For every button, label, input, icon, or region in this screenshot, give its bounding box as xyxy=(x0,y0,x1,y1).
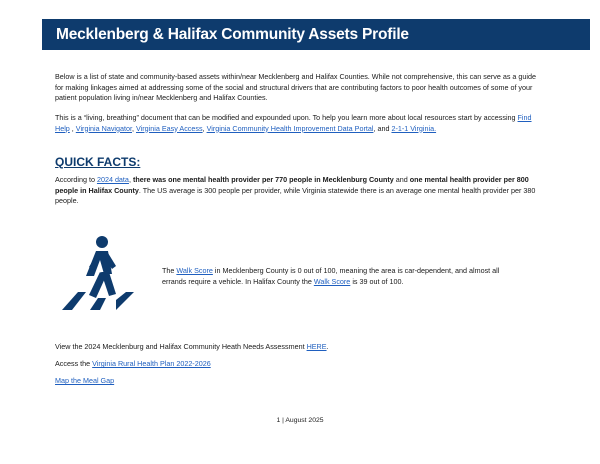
link-walk-score-2[interactable]: Walk Score xyxy=(313,276,351,286)
link-chi-data-portal[interactable]: Virginia Community Health Improvement Data Portal xyxy=(206,123,374,133)
link-virginia-navigator[interactable]: Virginia Navigator xyxy=(75,123,132,133)
header-banner xyxy=(42,19,590,50)
cha-paragraph: View the 2024 Mecklenburg and Halifax Community Heath Needs Assessment HERE. xyxy=(55,342,329,351)
link-virginia-easy-access[interactable]: Virginia Easy Access xyxy=(136,123,203,133)
link-find-help[interactable]: Find Help xyxy=(55,113,532,133)
quick-facts-paragraph: According to 2024 data, there was one mental health provider per 770 people in Mecklenburg County and one mental health provider per 800 people in Halifax County. The US average is 300 people per provider, while Virginia statewide there is an average one mental health provider per 380 people. xyxy=(55,175,536,206)
rural-health-paragraph: Access the Virginia Rural Health Plan 2022-2026 xyxy=(55,359,211,368)
halifax-fact: one mental health provider per 800 people in Halifax County xyxy=(55,175,529,195)
link-cha-here[interactable]: HERE xyxy=(306,342,327,351)
page-title: Mecklenberg & Halifax Community Assets Profile xyxy=(56,26,409,43)
link-walk-score-1[interactable]: Walk Score xyxy=(176,266,213,275)
intro-resources-paragraph: This is a “living, breathing” document that can be modified and expounded upon. To help you learn more about local resources start by accessing Find Help , Virginia Navigator, Virginia Easy Access, Virginia Community Health Improvement Data Portal, and 2-1-1 Virginia. xyxy=(55,113,532,133)
link-map-meal-gap[interactable]: Map the Meal Gap xyxy=(55,376,115,385)
quick-facts-heading: QUICK FACTS: xyxy=(55,155,141,169)
link-2024-data[interactable]: 2024 data xyxy=(96,175,129,184)
meal-gap-paragraph xyxy=(55,376,545,387)
mecklenburg-fact: there was one mental health provider per 770 people in Mecklenburg County xyxy=(132,175,394,184)
link-rural-health-plan[interactable]: Virginia Rural Health Plan 2022-2026 xyxy=(92,359,211,368)
walk-score-paragraph: The Walk Score in Mecklenberg County is 0 out of 100, meaning the area is car-dependent, and almost all errands require a vehicle. In Halifax County the Walk Score is 39 out of 100. xyxy=(162,266,500,286)
pedestrian-crosswalk-icon xyxy=(56,234,148,314)
intro-paragraph: Below is a list of state and community-based assets within/near Mecklenberg and Halifax Counties. While not comprehensive, this can serve as a guide for making linkages aimed at addressing some of the social and structural drivers that are contributing factors to poor health outcomes of some of your patient population living in/near Mecklenberg and Halifax Counties. xyxy=(55,72,537,103)
page-footer: 1 | August 2025 xyxy=(276,417,324,424)
resources-lead: This is a “living, breathing” document that can be modified and expounded upon. To help you learn more about local resources start by accessing xyxy=(55,113,516,122)
link-211-virginia[interactable]: 2-1-1 Virginia. xyxy=(391,123,437,133)
